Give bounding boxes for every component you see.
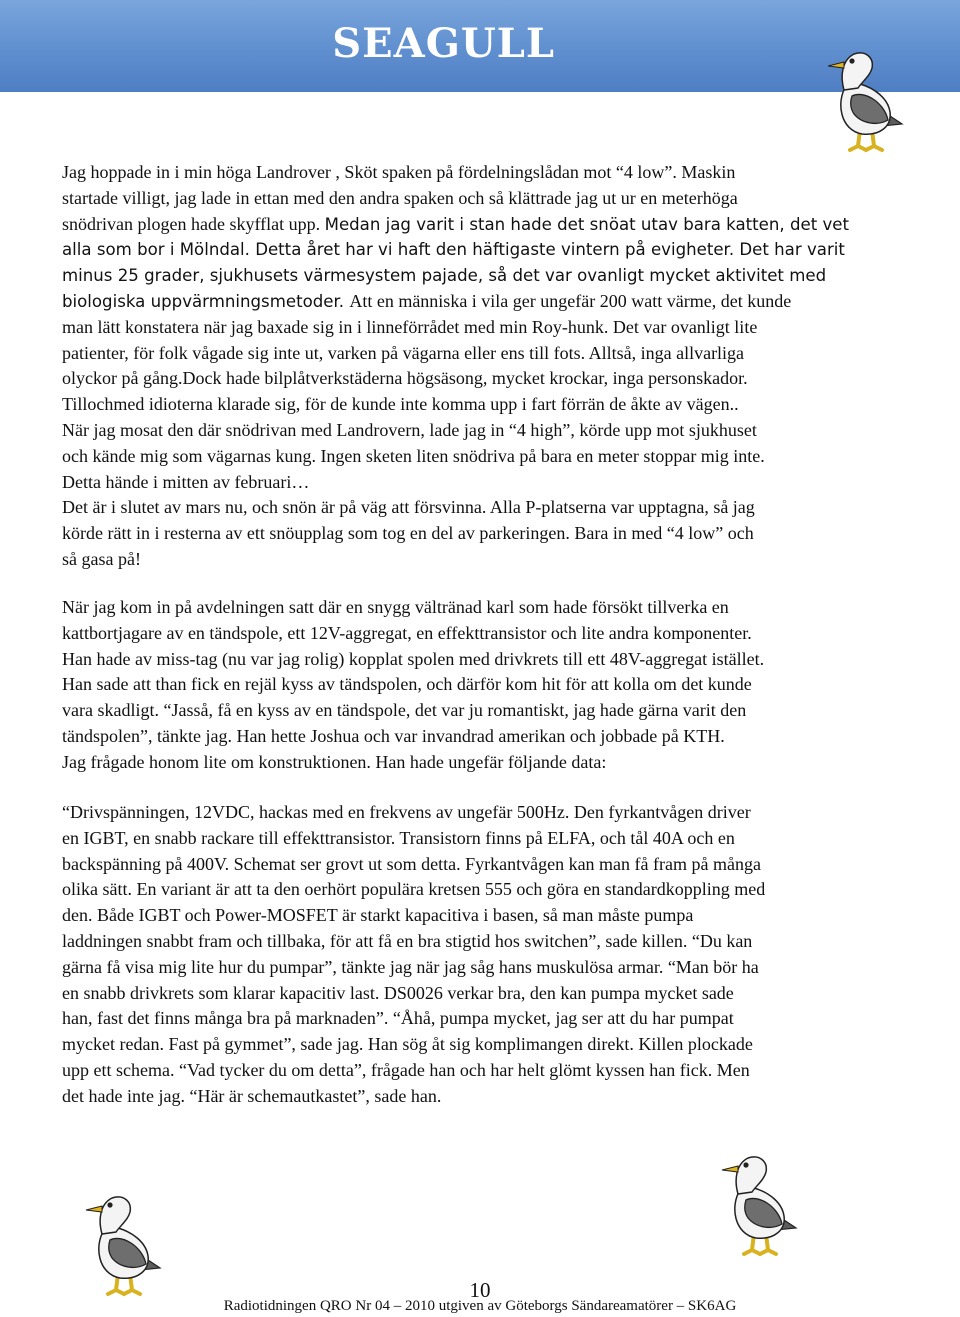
text-line: en snabb drivkrets som klarar kapacitiv last. DS0026 verkar bra, den kan pumpa mycket sade — [62, 982, 734, 1003]
text-line: det hade inte jag. “Här är schemautkastet”, sade han. — [62, 1085, 442, 1106]
seagull-icon — [716, 1146, 802, 1258]
text-line: mycket redan. Fast på gymmet”, sade jag. Han sög åt sig komplimangen direkt. Killen plockade — [62, 1034, 753, 1055]
text-line: patienter, för folk vågade sig inte ut, varken på vägarna eller ens till fots. Alltså, inga allvarliga — [62, 342, 745, 363]
paragraph-2 — [62, 595, 902, 776]
text-line: När jag mosat den där snödrivan med Landrovern, lade jag in “4 high”, körde upp mot sjukhuset — [62, 419, 757, 440]
page-number: 10 — [469, 1278, 491, 1302]
text-line: upp ett schema. “Vad tycker du om detta”, frågade han och har helt glömt kyssen han fick. Men — [62, 1059, 750, 1080]
text-line: en IGBT, en snabb rackare till effekttransistor. Transistorn finns på ELFA, och tål 40A och en — [62, 827, 735, 848]
footer-text: Radiotidningen QRO Nr 04 – 2010 utgiven av Göteborgs Sändareamatörer – SK6AG — [223, 1298, 737, 1314]
text-line: körde rätt in i resterna av ett snöupplag som tog en del av parkeringen. Bara in med “4 low” och — [62, 523, 754, 544]
text-line: kattbortjagare av en tändspole, ett 12V-aggregat, en effekttransistor och lite andra komponenter. — [62, 622, 752, 643]
text-line: den. Både IGBT och Power-MOSFET är starkt kapacitiva i basen, så man måste pumpa — [62, 905, 694, 926]
text-line: tändspolen”, tänkte jag. Han hette Joshua och var invandrad amerikan och jobbade på KTH. — [62, 725, 725, 746]
text-line: och kände mig som vägarnas kung. Ingen sketen liten snödriva på bara en meter stoppar mig inte. — [62, 445, 765, 466]
text-line: olika sätt. En variant är att ta den oerhört populära kretsen 555 och göra en standardkoppling med — [62, 879, 766, 900]
text-line: Han sade att than fick en rejäl kyss av tändspolen, och därför kom hit för att kolla om det kunde — [62, 674, 752, 695]
text-line: minus 25 grader, sjukhusets värmesystem pajade, så det var ovanligt mycket aktivitet med — [62, 266, 827, 286]
text-line: gärna få visa mig lite hur du pumpar”, tänkte jag när jag såg hans muskulösa armar. “Man bör ha — [62, 956, 759, 977]
text-line: alla som bor i Mölndal. Detta året har vi haft den häftigaste vintern på evigheter. Det har varit — [62, 240, 845, 260]
text-line: “Drivspänningen, 12VDC, hackas med en frekvens av ungefär 500Hz. Den fyrkantvågen driver — [62, 802, 751, 822]
text-line: När jag kom in på avdelningen satt där en snygg vältränad karl som hade försökt tillverka en — [62, 597, 729, 617]
text-line: olyckor på gång.Dock hade bilplåtverkstäderna högsäsong, mycket krockar, inga personskador. — [62, 368, 748, 389]
text-line: vara skadligt. “Jasså, få en kyss av en tändspole, det var ju romantiskt, jag hade gärna varit den — [62, 700, 747, 721]
text-line: laddningen snabbt fram och tillbaka, för att få en bra stigtid hos switchen”, sade killen. “Du kan — [62, 930, 753, 951]
text-line: Detta hände i mitten av februari… — [62, 471, 310, 492]
paragraph-3 — [62, 800, 902, 1110]
title-banner — [0, 0, 960, 92]
text-line: Det är i slutet av mars nu, och snön är på väg att försvinna. Alla P-platserna var upptagna, så jag — [62, 497, 755, 518]
text-line: man lätt konstatera när jag baxade sig in i linneförrådet med min Roy-hunk. Det var ovanligt lite — [62, 316, 758, 337]
text-line: backspänning på 400V. Schemat ser grovt ut som detta. Fyrkantvågen kan man få fram på många — [62, 853, 761, 874]
text-line: han, fast det finns många bra på marknaden”. “Åhå, pumpa mycket, jag ser att du har pumpat — [62, 1008, 734, 1029]
text-line: biologiska uppvärmningsmetoder. Att en människa i vila ger ungefär 200 watt värme, det kunde — [62, 290, 792, 311]
paragraph-1 — [62, 160, 902, 573]
text-line: Jag frågade honom lite om konstruktionen. Han hade ungefär följande data: — [62, 751, 607, 772]
text-line: snödrivan plogen hade skyfflat upp. Medan jag varit i stan hade det snöat utav bara katten, det vet — [62, 213, 850, 234]
text-line: Tillochmed idioterna klarade sig, för de kunde inte komma upp i fart förrän de åkte av vägen.. — [62, 394, 739, 415]
text-line: Jag hoppade in i min höga Landrover , Sköt spaken på fördelningslådan mot “4 low”. Maskin — [62, 162, 736, 182]
text-line: startade villigt, jag lade in ettan med den andra spaken och så klättrade jag ut ur en meterhöga — [62, 187, 738, 208]
seagull-icon — [822, 42, 908, 154]
page-title: SEAGULL — [332, 20, 555, 67]
text-line: så gasa på! — [62, 548, 141, 569]
text-line: Han hade av miss-tag (nu var jag rolig) kopplat spolen med drivkrets till ett 48V-aggregat istället. — [62, 648, 765, 669]
